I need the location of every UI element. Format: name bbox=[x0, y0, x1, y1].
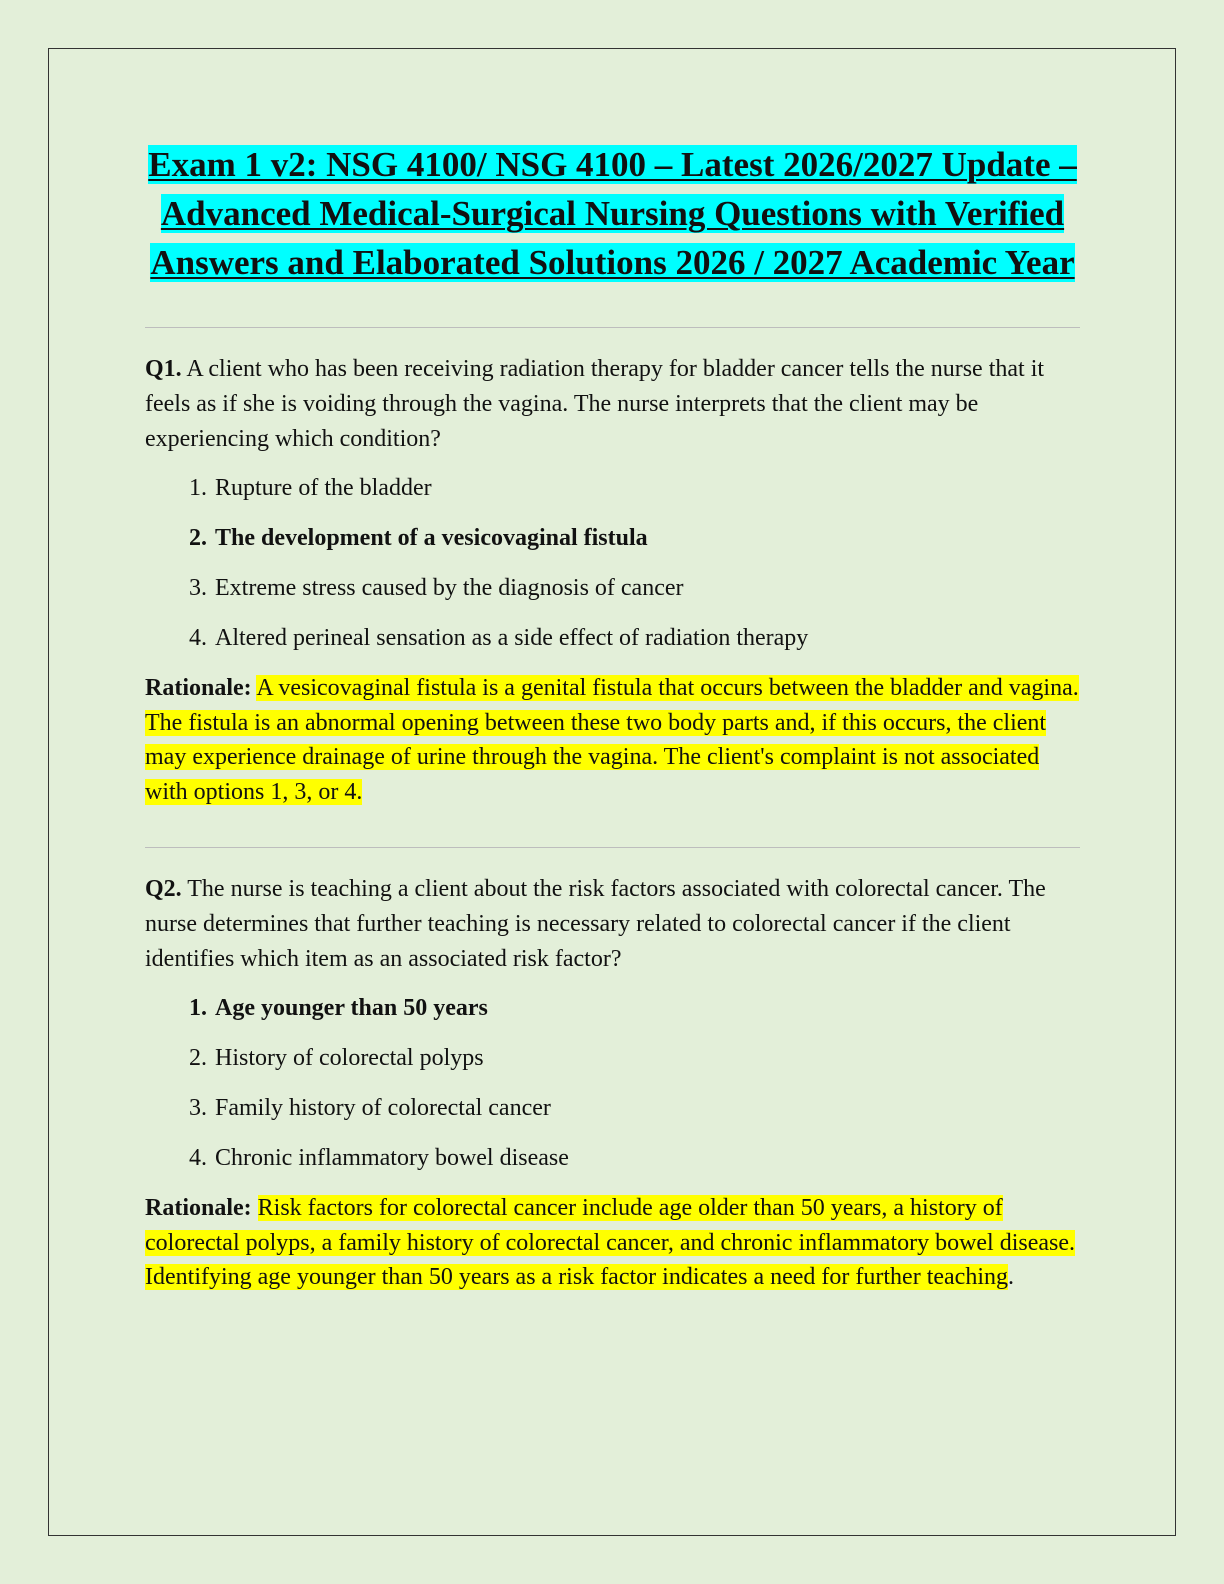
option-text: Family history of colorectal cancer bbox=[215, 1095, 551, 1121]
option-number: 3. bbox=[189, 575, 207, 601]
option-item bbox=[145, 1141, 1080, 1176]
option-item bbox=[145, 1091, 1080, 1126]
option-text: Age younger than 50 years bbox=[215, 995, 488, 1021]
option-text: Rupture of the bladder bbox=[215, 475, 432, 501]
question-1 bbox=[145, 328, 1080, 847]
option-item bbox=[145, 621, 1080, 656]
rationale-label: Rationale: bbox=[145, 675, 252, 701]
answer-options bbox=[145, 991, 1080, 1176]
rationale-label: Rationale: bbox=[145, 1195, 252, 1221]
question-number: Q1. bbox=[145, 356, 182, 382]
option-text: Altered perineal sensation as a side effect of radiation therapy bbox=[215, 625, 809, 651]
option-item bbox=[145, 471, 1080, 506]
option-text: Extreme stress caused by the diagnosis of cancer bbox=[215, 575, 684, 601]
option-number: 2. bbox=[189, 1045, 207, 1071]
option-text: History of colorectal polyps bbox=[215, 1045, 484, 1071]
question-number: Q2. bbox=[145, 876, 182, 902]
rationale bbox=[145, 1191, 1080, 1295]
question-stem bbox=[145, 352, 1080, 457]
option-number: 1. bbox=[189, 995, 207, 1021]
rationale-text: A vesicovaginal fistula is a genital fistula that occurs between the bladder and vagina. The fistula is an abnormal opening between these two body parts and, if this occurs, the client may experience drainage of urine through the vagina. The client's complaint is not associated with options 1, 3, or 4. bbox=[145, 675, 1079, 805]
question-text: A client who has been receiving radiation therapy for bladder cancer tells the nurse that it feels as if she is voiding through the vagina. The nurse interprets that the client may be experiencing which condition? bbox=[145, 356, 1045, 452]
option-number: 2. bbox=[189, 525, 207, 551]
option-number: 4. bbox=[189, 1145, 207, 1171]
option-item-correct bbox=[145, 521, 1080, 556]
rationale-tail: . bbox=[1007, 1264, 1014, 1290]
rationale bbox=[145, 671, 1080, 809]
option-item-correct bbox=[145, 991, 1080, 1026]
answer-options bbox=[145, 471, 1080, 656]
option-text: Chronic inflammatory bowel disease bbox=[215, 1145, 569, 1171]
question-2 bbox=[145, 848, 1080, 1333]
question-text: The nurse is teaching a client about the risk factors associated with colorectal cancer. The nurse determines that further teaching is necessary related to colorectal cancer if the client identifies which item as an associated risk factor? bbox=[145, 876, 1046, 972]
option-number: 1. bbox=[189, 475, 207, 501]
document-title: Exam 1 v2: NSG 4100/ NSG 4100 – Latest 2026/2027 Update – Advanced Medical-Surgical Nursing Questions with Verified Answers and Elaborated Solutions 2026 / 2027 Academic Year bbox=[148, 145, 1077, 282]
option-number: 3. bbox=[189, 1095, 207, 1121]
rationale-text: Risk factors for colorectal cancer include age older than 50 years, a history of colorectal polyps, a family history of colorectal cancer, and chronic inflammatory bowel disease. Identifying age younger than 50 years as a risk factor indicates a need for further teaching bbox=[145, 1195, 1076, 1290]
question-stem bbox=[145, 872, 1080, 977]
option-text: The development of a vesicovaginal fistula bbox=[215, 525, 648, 551]
option-item bbox=[145, 571, 1080, 606]
option-item bbox=[145, 1041, 1080, 1076]
document-content bbox=[145, 140, 1080, 1333]
option-number: 4. bbox=[189, 625, 207, 651]
